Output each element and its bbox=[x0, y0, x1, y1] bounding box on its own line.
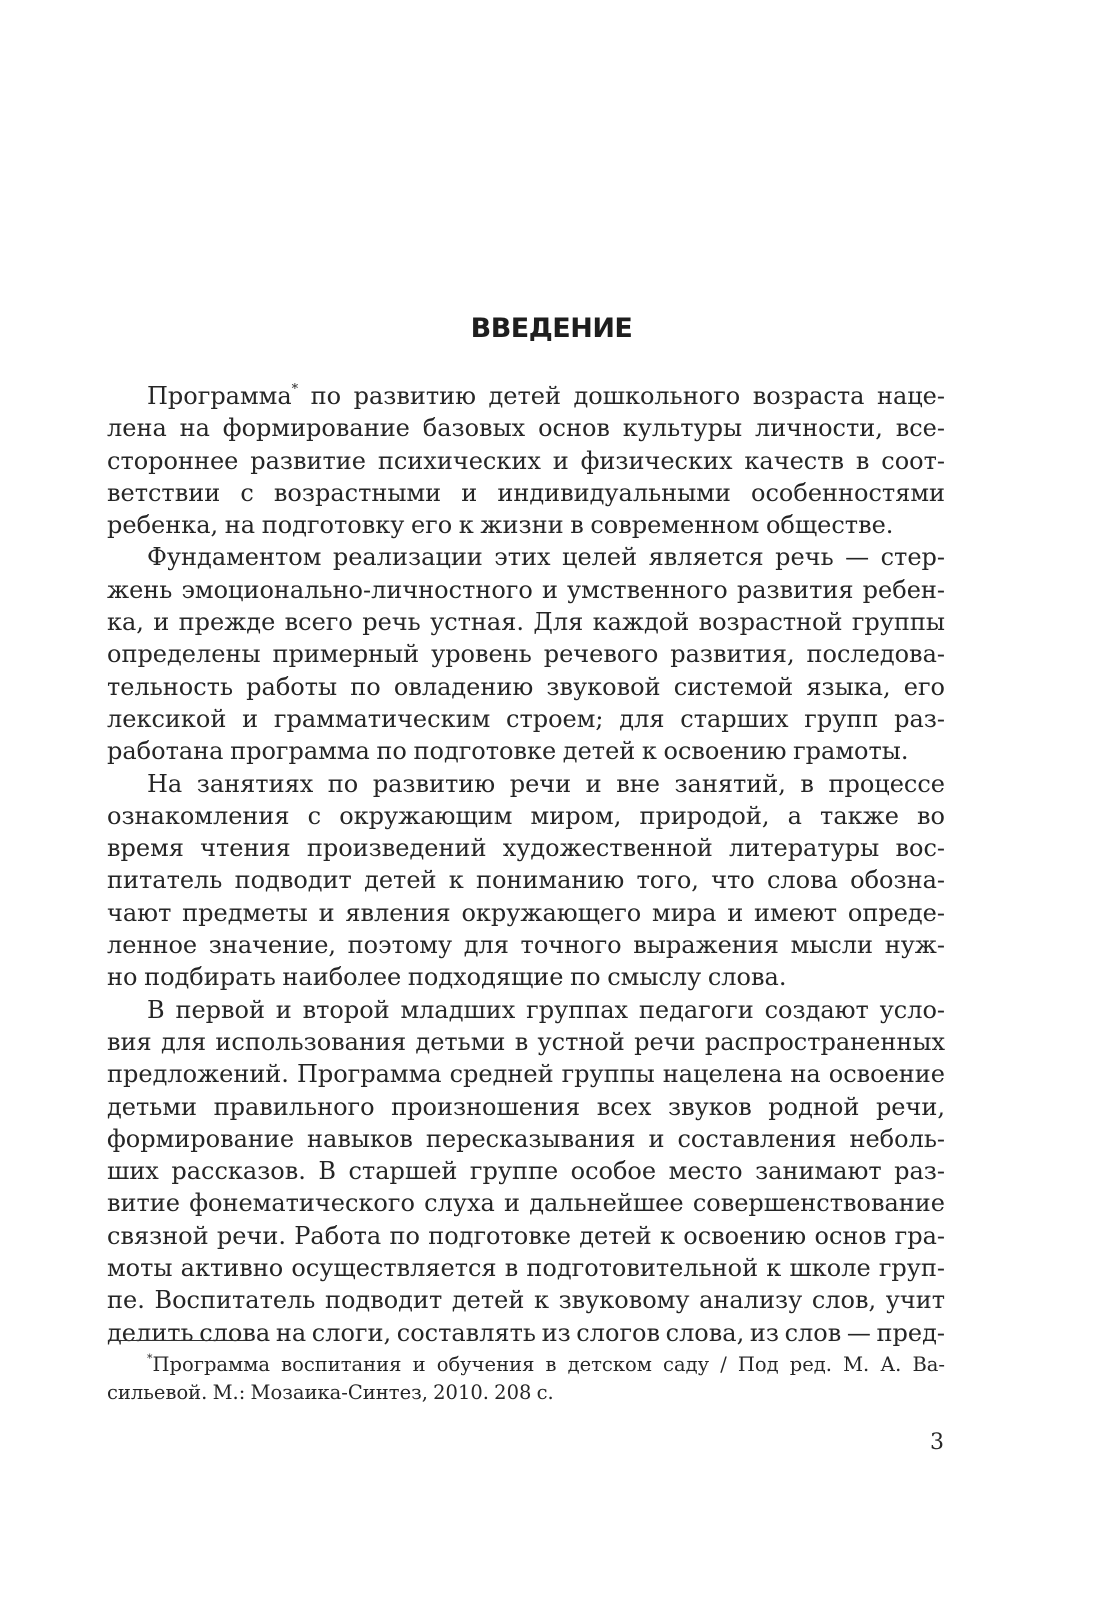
text-line: ка, и прежде всего речь устная. Для каждой возрастной группы bbox=[107, 608, 945, 637]
text-line: делить слова на слоги, составлять из слогов слова, из слов — пред- bbox=[107, 1318, 945, 1347]
text-line: время чтения произведений художественной литературы вос- bbox=[107, 834, 945, 863]
text-line: ветствии с возрастными и индивидуальными особенностями bbox=[107, 478, 945, 507]
text-line: В первой и второй младших группах педагоги создают усло- bbox=[147, 995, 945, 1024]
footnote-marker: * bbox=[291, 382, 299, 397]
text-span: Программа bbox=[147, 382, 292, 410]
footnote-marker: * bbox=[147, 1352, 153, 1365]
text-line: предложений. Программа средней группы нацелена на освоение bbox=[107, 1060, 945, 1089]
page-number: 3 bbox=[930, 1430, 944, 1455]
text-span: по развитию детей дошкольного возраста наце- bbox=[310, 382, 945, 410]
text-line: жень эмоционально-личностного и умственного развития ребен- bbox=[107, 575, 945, 604]
text-line: витие фонематического слуха и дальнейшее совершенствование bbox=[107, 1189, 945, 1218]
text-line: лексикой и грамматическим строем; для старших групп раз- bbox=[107, 704, 945, 733]
footnote-text: Программа воспитания и обучения в детском саду / Под ред. М. А. Ва- bbox=[152, 1353, 945, 1376]
text-line: но подбирать наиболее подходящие по смыслу слова. bbox=[107, 963, 787, 992]
text-line: формирование навыков пересказывания и составления неболь- bbox=[107, 1124, 945, 1153]
text-line: стороннее развитие психических и физических качеств в соот- bbox=[107, 446, 945, 475]
text-line: Фундаментом реализации этих целей является речь — стер- bbox=[147, 543, 945, 572]
text-line: ребенка, на подготовку его к жизни в современном обществе. bbox=[107, 511, 894, 540]
text-line: пе. Воспитатель подводит детей к звуковому анализу слов, учит bbox=[107, 1286, 945, 1315]
text-line: лена на формирование базовых основ культуры личности, все- bbox=[107, 414, 945, 443]
text-line: ознакомления с окружающим миром, природой, а также во bbox=[107, 801, 945, 830]
text-line: моты активно осуществляется в подготовительной к школе груп- bbox=[107, 1254, 945, 1283]
footnote-divider bbox=[108, 1340, 246, 1341]
body-text bbox=[107, 380, 945, 1349]
text-line: определены примерный уровень речевого развития, последова- bbox=[107, 640, 945, 669]
footnote-line bbox=[107, 1351, 945, 1379]
footnote bbox=[107, 1351, 945, 1407]
text-line: ленное значение, поэтому для точного выражения мысли нуж- bbox=[107, 931, 945, 960]
footnote-line: сильевой. М.: Мозаика-Синтез, 2010. 208 с. bbox=[107, 1381, 554, 1404]
text-line: связной речи. Работа по подготовке детей к освоению основ гра- bbox=[107, 1221, 945, 1250]
text-line: чают предметы и явления окружающего мира и имеют опреде- bbox=[107, 898, 945, 927]
text-line: ших рассказов. В старшей группе особое место занимают раз- bbox=[107, 1157, 945, 1186]
text-line: детьми правильного произношения всех звуков родной речи, bbox=[107, 1092, 945, 1121]
text-line: питатель подводит детей к пониманию того, что слова обозна- bbox=[107, 866, 945, 895]
text-line: На занятиях по развитию речи и вне занятий, в процессе bbox=[147, 769, 945, 798]
page-title: ВВЕДЕНИЕ bbox=[470, 313, 633, 344]
text-line bbox=[107, 380, 945, 412]
text-line: тельность работы по овладению звуковой системой языка, его bbox=[107, 672, 945, 701]
text-line: вия для использования детьми в устной речи распространенных bbox=[107, 1027, 945, 1056]
text-line: работана программа по подготовке детей к освоению грамоты. bbox=[107, 737, 909, 766]
